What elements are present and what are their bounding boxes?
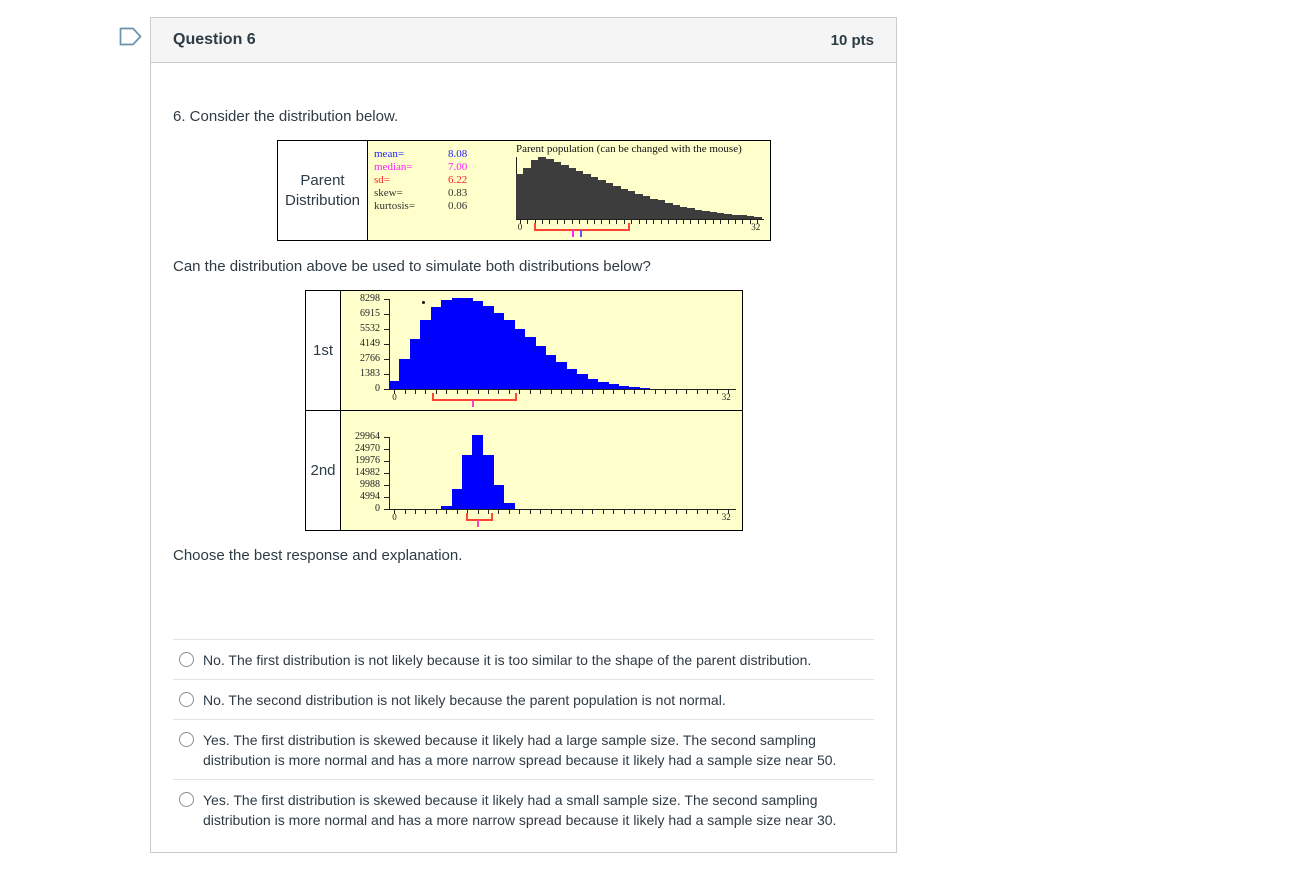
stat-row bbox=[374, 174, 510, 187]
answer-option[interactable] bbox=[173, 640, 874, 679]
radio-button[interactable] bbox=[179, 792, 194, 807]
x-tick bbox=[697, 510, 698, 514]
mean-marker bbox=[580, 230, 582, 237]
median-marker bbox=[572, 230, 574, 237]
x-tick bbox=[530, 390, 531, 394]
y-tick bbox=[384, 461, 389, 462]
y-tick bbox=[384, 299, 389, 300]
y-tick-label: 5532 bbox=[360, 323, 380, 334]
stat-row bbox=[374, 187, 510, 200]
first-distribution-label: 1st bbox=[306, 291, 341, 410]
choose-prompt-text: Choose the best response and explanation. bbox=[173, 547, 463, 564]
x-tick bbox=[639, 220, 640, 224]
histogram-bar bbox=[431, 307, 442, 389]
question-title: Question 6 bbox=[173, 31, 256, 48]
y-tick bbox=[384, 497, 389, 498]
stat-label: median= bbox=[374, 161, 413, 173]
x-axis-label-max: 32 bbox=[751, 222, 761, 232]
histogram-bar bbox=[462, 455, 473, 509]
stat-row bbox=[374, 200, 510, 213]
y-tick bbox=[384, 485, 389, 486]
x-tick bbox=[527, 220, 528, 224]
x-tick bbox=[705, 220, 706, 224]
stat-row bbox=[374, 161, 510, 174]
y-tick-label: 19976 bbox=[355, 455, 380, 466]
parent-distribution-panel bbox=[277, 140, 771, 241]
x-tick bbox=[644, 510, 645, 514]
answer-option[interactable] bbox=[173, 720, 874, 779]
x-tick bbox=[653, 220, 654, 224]
stat-row bbox=[374, 148, 510, 161]
x-tick bbox=[676, 390, 677, 394]
x-tick bbox=[425, 510, 426, 514]
histogram-bar bbox=[597, 382, 608, 389]
histogram-bar bbox=[462, 298, 473, 389]
x-tick bbox=[415, 510, 416, 514]
x-tick bbox=[540, 510, 541, 514]
sample-dot bbox=[422, 301, 425, 304]
x-tick bbox=[676, 220, 677, 224]
x-tick bbox=[457, 510, 458, 514]
question-points: 10 pts bbox=[830, 31, 874, 49]
x-tick bbox=[707, 390, 708, 394]
histogram-bar bbox=[504, 320, 515, 389]
x-tick bbox=[631, 220, 632, 224]
x-tick bbox=[561, 510, 562, 514]
histogram-bar bbox=[389, 381, 400, 389]
x-tick bbox=[728, 220, 729, 224]
x-tick bbox=[717, 390, 718, 394]
histogram-bar bbox=[472, 301, 483, 389]
x-tick bbox=[646, 220, 647, 224]
flag-question-icon[interactable] bbox=[119, 27, 143, 47]
x-tick bbox=[690, 220, 691, 224]
x-tick bbox=[592, 390, 593, 394]
x-tick bbox=[603, 390, 604, 394]
x-tick bbox=[686, 390, 687, 394]
x-tick bbox=[720, 220, 721, 224]
mean-marker bbox=[472, 400, 474, 407]
histogram-bar bbox=[420, 320, 431, 389]
sd-bracket bbox=[466, 513, 493, 521]
first-distribution-row bbox=[306, 291, 742, 410]
histogram-bar bbox=[587, 379, 598, 389]
answer-option[interactable] bbox=[173, 680, 874, 719]
stat-value: 7.00 bbox=[448, 161, 468, 173]
histogram-bar bbox=[525, 337, 536, 389]
y-tick-label: 0 bbox=[375, 383, 380, 394]
x-tick bbox=[697, 390, 698, 394]
x-tick bbox=[634, 390, 635, 394]
histogram-bar bbox=[514, 329, 525, 389]
x-axis-line bbox=[389, 389, 736, 390]
y-tick-label: 8298 bbox=[360, 293, 380, 304]
x-axis-label-max: 32 bbox=[721, 392, 731, 402]
x-tick bbox=[551, 510, 552, 514]
x-tick bbox=[742, 220, 743, 224]
y-tick bbox=[384, 437, 389, 438]
histogram-bar bbox=[556, 362, 567, 389]
x-tick bbox=[624, 390, 625, 394]
option-label: No. The first distribution is not likely because it is too similar to the shape of the parent distribution. bbox=[203, 652, 812, 668]
x-tick bbox=[655, 390, 656, 394]
histogram-bar bbox=[535, 346, 546, 389]
x-tick bbox=[571, 390, 572, 394]
stat-label: sd= bbox=[374, 174, 390, 186]
option-label: Yes. The first distribution is skewed because it likely had a large sample size. The second sampling distribution is more normal and has a more narrow spread because it likely had a sample size near 50. bbox=[203, 732, 837, 768]
second-distribution-histogram bbox=[341, 411, 742, 530]
y-tick-label: 4994 bbox=[360, 491, 380, 502]
y-tick-label: 2766 bbox=[360, 353, 380, 364]
histogram-bar bbox=[399, 359, 410, 389]
stat-value: 8.08 bbox=[448, 148, 468, 160]
y-tick-label: 0 bbox=[375, 503, 380, 514]
x-tick bbox=[592, 510, 593, 514]
x-tick bbox=[540, 390, 541, 394]
x-tick bbox=[509, 510, 510, 514]
x-axis-line bbox=[389, 509, 736, 510]
radio-button[interactable] bbox=[179, 692, 194, 707]
histogram-bar bbox=[472, 435, 483, 509]
histogram-bar bbox=[452, 489, 463, 509]
x-tick bbox=[676, 510, 677, 514]
x-tick bbox=[405, 390, 406, 394]
y-tick-label: 24970 bbox=[355, 443, 380, 454]
y-tick-label: 14982 bbox=[355, 467, 380, 478]
y-tick bbox=[384, 329, 389, 330]
x-tick bbox=[425, 390, 426, 394]
histogram-bar bbox=[483, 455, 494, 509]
second-distribution-label: 2nd bbox=[306, 411, 341, 530]
sampling-distributions-panel bbox=[305, 290, 743, 531]
histogram-bar bbox=[483, 306, 494, 389]
parent-chart-title: Parent population (can be changed with the mouse) bbox=[516, 143, 742, 155]
x-tick bbox=[519, 510, 520, 514]
x-tick bbox=[655, 510, 656, 514]
question-intro-text: 6. Consider the distribution below. bbox=[173, 108, 399, 125]
y-tick bbox=[384, 314, 389, 315]
y-tick-label: 1383 bbox=[360, 368, 380, 379]
sd-bracket bbox=[534, 223, 630, 231]
x-tick bbox=[717, 510, 718, 514]
first-distribution-histogram bbox=[341, 291, 742, 410]
y-tick-label: 9988 bbox=[360, 479, 380, 490]
y-tick bbox=[384, 344, 389, 345]
answer-option[interactable] bbox=[173, 780, 874, 839]
x-tick bbox=[582, 510, 583, 514]
x-tick bbox=[634, 510, 635, 514]
x-tick bbox=[582, 390, 583, 394]
x-tick bbox=[624, 510, 625, 514]
histogram-bar bbox=[577, 374, 588, 389]
stat-label: skew= bbox=[374, 187, 403, 199]
x-tick bbox=[698, 220, 699, 224]
mean-marker bbox=[477, 520, 479, 527]
stat-value: 0.06 bbox=[448, 200, 468, 212]
x-tick bbox=[498, 510, 499, 514]
y-axis-line bbox=[389, 437, 390, 509]
question-header bbox=[151, 18, 896, 63]
y-tick bbox=[384, 359, 389, 360]
y-tick bbox=[384, 473, 389, 474]
parent-stats bbox=[368, 141, 510, 240]
question-card bbox=[150, 17, 897, 853]
y-tick-label: 6915 bbox=[360, 308, 380, 319]
parent-histogram bbox=[510, 141, 770, 240]
second-distribution-row bbox=[306, 410, 742, 530]
radio-button[interactable] bbox=[179, 652, 194, 667]
x-tick bbox=[530, 510, 531, 514]
y-tick bbox=[384, 449, 389, 450]
radio-button[interactable] bbox=[179, 732, 194, 747]
histogram-bar bbox=[452, 298, 463, 389]
y-axis-line bbox=[389, 299, 390, 389]
x-tick bbox=[405, 510, 406, 514]
x-tick bbox=[446, 510, 447, 514]
x-tick bbox=[613, 510, 614, 514]
x-tick bbox=[519, 390, 520, 394]
stat-value: 6.22 bbox=[448, 174, 468, 186]
answer-options bbox=[173, 639, 874, 839]
simulate-prompt-text: Can the distribution above be used to simulate both distributions below? bbox=[173, 258, 651, 275]
x-tick bbox=[415, 390, 416, 394]
stat-label: kurtosis= bbox=[374, 200, 416, 212]
parent-applet-panel bbox=[368, 141, 770, 240]
y-tick bbox=[384, 374, 389, 375]
histogram-bar bbox=[566, 369, 577, 389]
histogram-bar bbox=[410, 339, 421, 389]
option-label: No. The second distribution is not likely because the parent population is not normal. bbox=[203, 692, 726, 708]
x-axis-label-min: 0 bbox=[392, 392, 397, 402]
histogram-bar bbox=[441, 300, 452, 389]
y-tick-label: 4149 bbox=[360, 338, 380, 349]
x-tick bbox=[661, 220, 662, 224]
x-tick bbox=[436, 510, 437, 514]
x-axis-label-max: 32 bbox=[721, 512, 731, 522]
histogram-bar bbox=[545, 355, 556, 389]
x-axis-label-min: 0 bbox=[517, 222, 523, 232]
x-tick bbox=[665, 390, 666, 394]
x-tick bbox=[561, 390, 562, 394]
histogram-bar bbox=[493, 485, 504, 509]
x-tick bbox=[613, 390, 614, 394]
option-label: Yes. The first distribution is skewed because it likely had a small sample size. The second sampling distribution is more normal and has a more narrow spread because it likely had a sample size near 30. bbox=[203, 792, 837, 828]
x-tick bbox=[683, 220, 684, 224]
x-tick bbox=[644, 390, 645, 394]
x-tick bbox=[668, 220, 669, 224]
x-axis-label-min: 0 bbox=[392, 512, 397, 522]
stat-value: 0.83 bbox=[448, 187, 468, 199]
y-tick-label: 29964 bbox=[355, 431, 380, 442]
x-tick bbox=[665, 510, 666, 514]
x-tick bbox=[707, 510, 708, 514]
x-tick bbox=[551, 390, 552, 394]
x-tick bbox=[571, 510, 572, 514]
histogram-bar bbox=[493, 313, 504, 389]
x-tick bbox=[603, 510, 604, 514]
x-tick bbox=[713, 220, 714, 224]
x-tick bbox=[735, 220, 736, 224]
parent-distribution-label: Parent Distribution bbox=[278, 141, 368, 240]
x-tick bbox=[686, 510, 687, 514]
stat-label: mean= bbox=[374, 148, 405, 160]
